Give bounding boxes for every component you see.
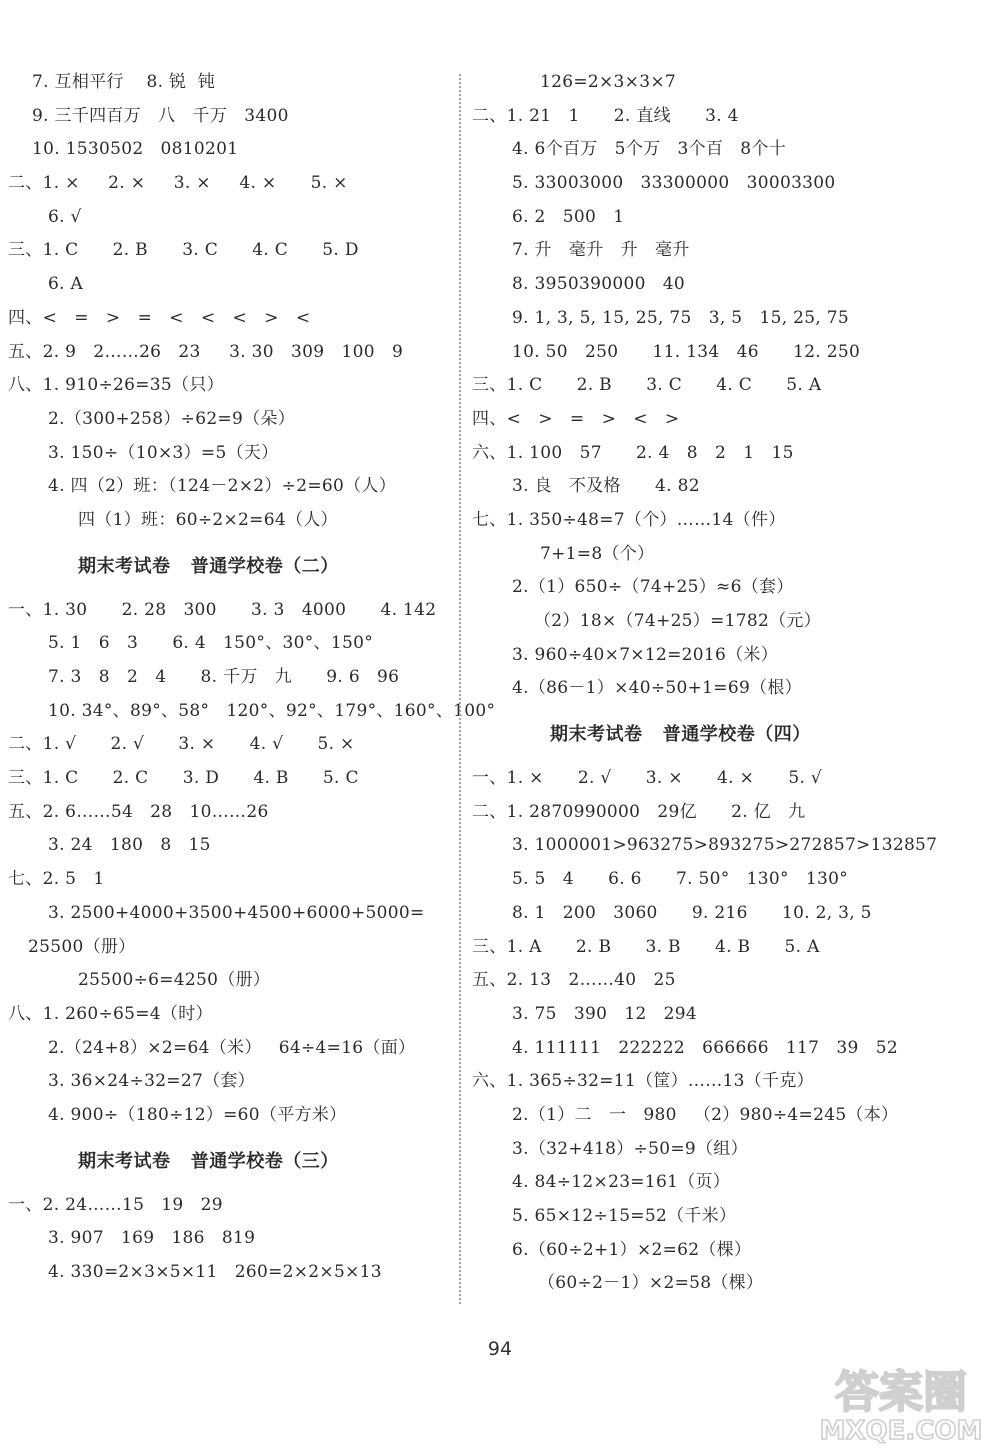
answer-line: 7. 3 8 2 4 8. 千万 九 9. 6 96 (48, 667, 400, 687)
answer-line: 10. 50 250 11. 134 46 12. 250 (512, 341, 861, 362)
answer-line: 4.（86－1）×40÷50+1=69（根） (512, 678, 802, 699)
answer-line: 四、< = > = < < < > < (8, 307, 311, 328)
answer-line: 七、1. 350÷48=7（个）……14（件） (472, 509, 786, 530)
answer-line: 4. 6个百万 5个万 3个百 8个十 (512, 139, 787, 160)
answer-line: 八、1. 910÷26=35（只） (8, 375, 224, 396)
answer-line: 25500÷6=4250（册） (78, 970, 271, 991)
answer-line: 6.（60÷2+1）×2=62（棵） (512, 1239, 752, 1260)
right-column (462, 66, 1000, 1301)
watermark-title: 答案圈 (835, 1367, 967, 1418)
answer-line: 3.（32+418）÷50=9（组） (512, 1138, 748, 1159)
answer-line: 2.（1）650÷（74+25）≈6（套） (512, 577, 794, 598)
answer-line: 9. 三千四百万 八 千万 3400 (32, 105, 289, 126)
page-number: 94 (487, 1338, 513, 1360)
answer-line: 8. 3950390000 40 (512, 274, 686, 295)
answer-line: 6. √ (48, 206, 82, 227)
answer-line: 2.（300+258）÷62=9（朵） (48, 408, 295, 429)
answer-line: 四、< > = > < > (472, 408, 680, 429)
answer-line: 五、2. 9 2……26 23 3. 30 309 100 9 (8, 341, 404, 362)
answer-line: （2）18×（74+25）=1782（元） (534, 611, 822, 631)
answer-line: 8. 1 200 3060 9. 216 10. 2, 3, 5 (512, 902, 872, 923)
answer-line: 八、1. 260÷65=4（时） (8, 1003, 213, 1024)
answer-line: 10. 1530502 0810201 (32, 139, 239, 160)
answer-line: 三、1. A 2. B 3. B 4. B 5. A (472, 936, 820, 957)
answer-line: 126=2×3×3×7 (540, 72, 676, 92)
answer-line: 二、1. 2870990000 29亿 2. 亿 九 (472, 801, 806, 822)
answer-line: 六、1. 100 57 2. 4 8 2 1 15 (472, 442, 794, 463)
answer-line: 3. 36×24÷32=27（套） (48, 1071, 255, 1092)
answer-line: 五、2. 13 2……40 25 (472, 970, 676, 991)
answer-line: 3. 150÷（10×3）=5（天） (48, 442, 279, 463)
answer-line: 三、1. C 2. B 3. C 4. C 5. D (8, 240, 359, 261)
answer-line: 3. 1000001>963275>893275>272857>132857 (512, 835, 938, 856)
answer-line: 6. 2 500 1 (512, 206, 625, 227)
answer-line: 一、1. × 2. √ 3. × 4. × 5. √ (472, 768, 823, 789)
answer-line: 3. 907 169 186 819 (48, 1228, 256, 1249)
answer-line: 二、1. √ 2. √ 3. × 4. √ 5. × (8, 734, 355, 755)
answer-line: 二、1. × 2. × 3. × 4. × 5. × (8, 173, 348, 194)
answer-line: 3. 75 390 12 294 (512, 1003, 698, 1024)
answer-line: 10. 34°、89°、58° 120°、92°、179°、160°、100° (48, 700, 496, 721)
answer-line: 3. 2500+4000+3500+4500+6000+5000= (48, 902, 425, 923)
answer-line: 5. 65×12÷15=52（千米） (512, 1206, 737, 1226)
section-heading: 期末考试卷 普通学校卷（三） (78, 1150, 339, 1172)
section-heading: 期末考试卷 普通学校卷（四） (550, 724, 811, 746)
answer-line: 四（1）班：60÷2×2=64（人） (78, 509, 338, 530)
answer-line: 二、1. 21 1 2. 直线 3. 4 (472, 105, 739, 126)
answer-line: 2.（24+8）×2=64（米） 64÷4=16（面） (48, 1037, 416, 1058)
answer-line: 5. 1 6 3 6. 4 150°、30°、150° (48, 633, 373, 654)
answer-line: 4. 111111 222222 666666 117 39 52 (512, 1037, 898, 1058)
answer-line: 一、1. 30 2. 28 300 3. 3 4000 4. 142 (8, 599, 437, 620)
answer-line: 7. 升 毫升 升 毫升 (512, 240, 690, 261)
answer-line: 7. 互相平行 8. 锐 钝 (32, 72, 216, 92)
section-heading: 期末考试卷 普通学校卷（二） (78, 555, 339, 577)
answer-line: 25500（册） (28, 936, 136, 957)
answer-line: 4. 330=2×3×5×11 260=2×2×5×13 (48, 1262, 382, 1282)
answer-line: 7+1=8（个） (540, 543, 655, 564)
answer-line: 3. 良 不及格 4. 82 (512, 476, 700, 497)
answer-line: 9. 1, 3, 5, 15, 25, 75 3, 5 15, 25, 75 (512, 307, 849, 328)
answer-line: 5. 33003000 33300000 30003300 (512, 173, 836, 194)
answer-line: 五、2. 6……54 28 10……26 (8, 801, 269, 822)
column-divider (459, 74, 461, 1304)
answer-line: 2.（1）二 一 980 （2）980÷4=245（本） (512, 1104, 899, 1125)
left-column (0, 66, 496, 1290)
answer-line: 三、1. C 2. C 3. D 4. B 5. C (8, 768, 359, 789)
watermark-logo (816, 1355, 986, 1447)
answer-line: 3. 960÷40×7×12=2016（米） (512, 644, 778, 665)
answer-line: （60÷2－1）×2=58（棵） (538, 1273, 764, 1294)
answer-line: 七、2. 5 1 (8, 869, 105, 890)
watermark-url: MXQE.COM (819, 1416, 983, 1446)
answer-line: 3. 24 180 8 15 (48, 835, 211, 856)
answer-line: 六、1. 365÷32=11（筐）……13（千克） (472, 1071, 814, 1092)
answer-line: 4. 900÷（180÷12）=60（平方米） (48, 1104, 347, 1125)
answer-line: 4. 84÷12×23=161（页） (512, 1172, 731, 1193)
answer-line: 三、1. C 2. B 3. C 4. C 5. A (472, 375, 822, 396)
answer-line: 一、2. 24……15 19 29 (8, 1194, 223, 1215)
answer-line: 6. A (48, 274, 84, 295)
answer-line: 5. 5 4 6. 6 7. 50° 130° 130° (512, 869, 849, 890)
answer-line: 4. 四（2）班：（124－2×2）÷2=60（人） (48, 476, 396, 497)
